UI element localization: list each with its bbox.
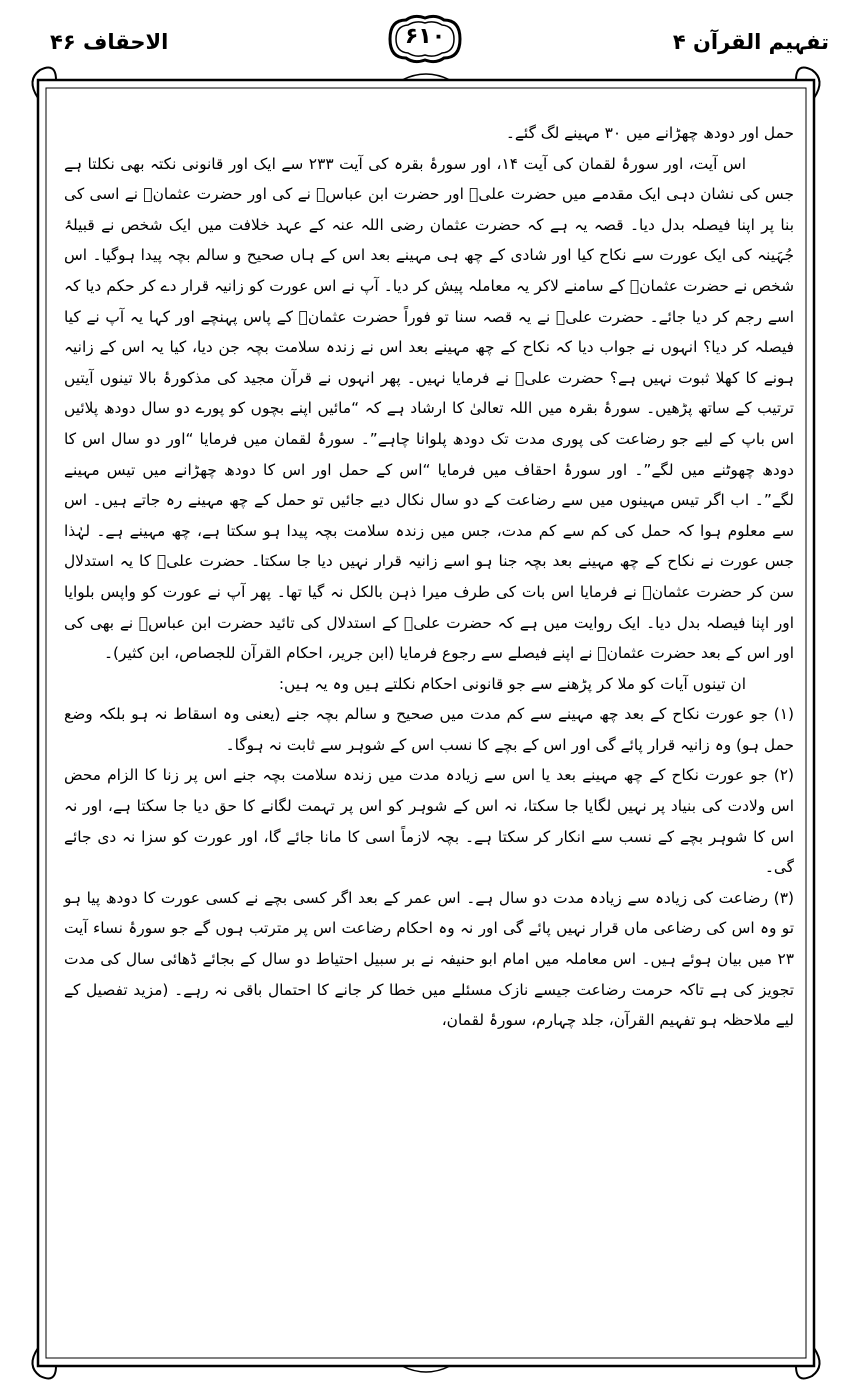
body-text (64, 118, 794, 1380)
page-number: ۶۱۰ (404, 24, 446, 49)
paragraph: (۳) رضاعت کی زیادہ سے زیادہ مدت دو سال ہے۔ اس عمر کے بعد اگر کسی بچے نے کسی عورت کا دودھ پیا ہو تو وہ اس کی رضاعی ماں قرار نہیں پائے گی اور نہ وہ احکام رضاعت اس پر مترتب ہوں گے جو سورۂ نساء آیت ۲۳ میں بیان ہوئے ہیں۔ اس معاملہ میں امام ابو حنیفہ نے بر سبیل احتیاط دو سال کے بجائے ڈھائی سال کی مدت تجویز کی ہے تاکہ حرمت رضاعت جیسے نازک مسئلے میں خطا کر جانے کا احتمال باقی نہ رہے۔ (مزید تفصیل کے لیے ملاحظہ ہو تفہیم القرآن، جلد چہارم، سورۂ لقمان، (64, 888, 794, 1030)
book-title: تفہیم القرآن ۴ (672, 30, 829, 54)
paragraph: حمل اور دودھ چھڑانے میں ۳۰ مہینے لگ گئے۔ (505, 124, 794, 142)
paragraph: ان تینوں آیات کو ملا کر پڑھنے سے جو قانونی احکام نکلتے ہیں وہ یہ ہیں: (278, 674, 746, 693)
paragraph: (۲) جو عورت نکاح کے چھ مہینے بعد یا اس سے زیادہ مدت میں زندہ سلامت بچہ جنے اس پر زنا کا الزام محض اس ولادت کی بنیاد پر نہیں لگایا جا سکتا، نہ اس کے شوہر کو اس پر تہمت لگانے کا حق دیا جا سکتا ہے، اور نہ اس کا شوہر بچے کے نسب سے انکار کر سکتا ہے۔ بچہ لازماً اسی کا مانا جائے گا، اور عورت کو سزا نہ دی جائے گی۔ (64, 766, 794, 877)
paragraph: (۱) جو عورت نکاح کے بعد چھ مہینے سے کم مدت میں صحیح و سالم بچہ جنے (یعنی وہ اسقاط نہ ہو بلکہ وضع حمل ہو) وہ زانیہ قرار پائے گی اور اس کے بچے کا نسب اس کے شوہر سے ثابت نہ ہوگا۔ (64, 705, 794, 754)
surah-label: الاحقاف ۴۶ (50, 30, 169, 54)
paragraph: اس آیت، اور سورۂ لقمان کی آیت ۱۴، اور سورۂ بقرہ کی آیت ۲۳۳ سے ایک اور قانونی نکتہ بھی نکلتا ہے جس کی نشان دہی ایک مقدمے میں حضرت علیؓ اور حضرت ابن عباسؓ نے کی اور حضرت عثمانؓ نے اسی کی بنا پر اپنا فیصلہ بدل دیا۔ قصہ یہ ہے کہ حضرت عثمان رضی اللہ عنہ کے عہد خلافت میں ایک شخص نے قبیلۂ جُہَینہ کی ایک عورت سے نکاح کیا اور شادی کے چھ ہی مہینے بعد اس کے ہاں صحیح و سالم بچہ پیدا ہوگیا۔ اس شخص نے حضرت عثمانؓ کے سامنے لاکر یہ معاملہ پیش کر دیا۔ آپ نے اس عورت کو زانیہ قرار دے کر حکم دیا کہ اسے رجم کر دیا جائے۔ حضرت علیؓ نے یہ قصہ سنا تو فوراً حضرت عثمانؓ کے پاس پہنچے اور کہا یہ آپ نے کیا فیصلہ کر دیا؟ انہوں نے جواب دیا کہ نکاح کے چھ مہینے بعد اس نے زندہ سلامت بچہ جن دیا، کیا یہ اس کے زانیہ ہونے کا کھلا ثبوت نہیں ہے؟ حضرت علیؓ نے فرمایا نہیں۔ پھر انہوں نے قرآن مجید کی مذکورۂ بالا تینوں آیتیں ترتیب کے ساتھ پڑھیں۔ سورۂ بقرہ میں اللہ تعالیٰ کا ارشاد ہے کہ “مائیں اپنے بچوں کو پورے دو سال دودھ پلائیں اس باپ کے لیے جو رضاعت کی پوری مدت تک دودھ پلوانا چاہے”۔ سورۂ لقمان میں فرمایا “اور دو سال اس کا دودھ چھوٹنے میں لگے”۔ اور سورۂ احقاف میں فرمایا “اس کے حمل اور اس کا دودھ چھڑانے میں تیس مہینے لگے”۔ اب اگر تیس مہینوں میں سے رضاعت کے دو سال نکال دیے جائیں تو حمل کے چھ مہینے رہ جاتے ہیں۔ اس سے معلوم ہوا کہ حمل کی کم سے کم مدت، جس میں زندہ سلامت بچہ پیدا ہو سکتا ہے، چھ مہینے ہے۔ لہٰذا جس عورت نے نکاح کے چھ مہینے بعد بچہ جنا ہو اسے زانیہ قرار نہیں دیا جا سکتا۔ حضرت علیؓ کا یہ استدلال سن کر حضرت عثمانؓ نے فرمایا اس بات کی طرف میرا ذہن بالکل نہ گیا تھا۔ پھر آپ نے عورت کو واپس بلوایا اور اپنا فیصلہ بدل دیا۔ ایک روایت میں ہے کہ حضرت علیؓ کے استدلال کی تائید حضرت ابن عباسؓ نے بھی کی اور اس کے بعد حضرت عثمانؓ نے اپنے فیصلے سے رجوع فرمایا (ابن جریر، احکام القرآن للجصاص، ابن کثیر)۔ (64, 154, 794, 663)
page-number-badge (384, 12, 466, 66)
